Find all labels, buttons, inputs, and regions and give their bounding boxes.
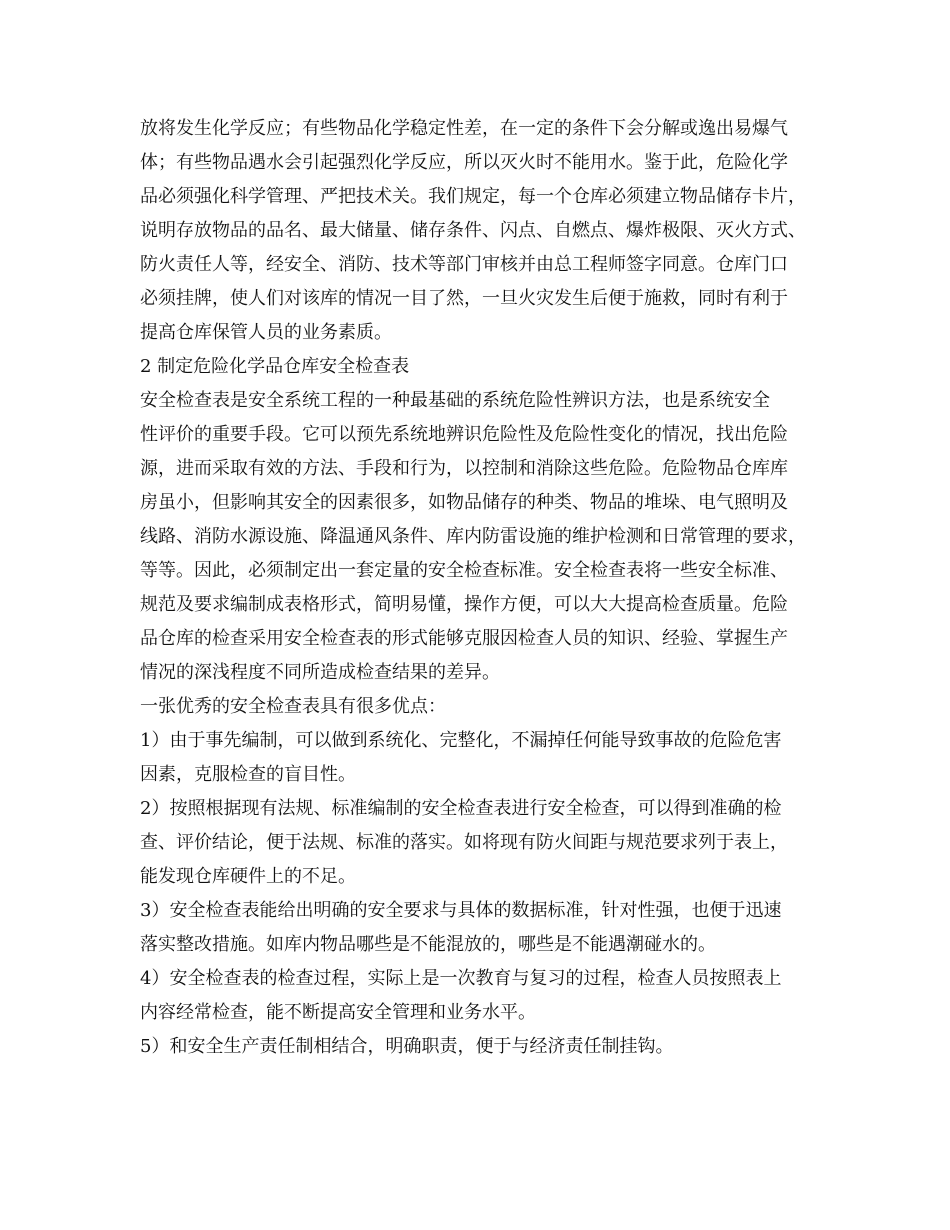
text-line: 性评价的重要手段。它可以预先系统地辨识危险性及危险性变化的情况，找出危险 bbox=[140, 424, 788, 445]
text-line: 防火责任人等，经安全、消防、技术等部门审核并由总工程师签字同意。仓库门口 bbox=[140, 254, 788, 275]
list-item: 1）由于事先编制，可以做到系统化、完整化，不漏掉任何能导致事故的危险危害 bbox=[140, 730, 782, 751]
text-line: 安全检查表是安全系统工程的一种最基础的系统危险性辨识方法，也是系统安全 bbox=[140, 390, 770, 411]
list-item-continuation: 查、评价结论，便于法规、标准的落实。如将现有防火间距与规范要求列于表上， bbox=[140, 832, 788, 853]
text-line: 线路、消防水源设施、降温通风条件、库内防雷设施的维护检测和日常管理的要求， bbox=[140, 526, 806, 547]
document-body bbox=[140, 112, 812, 1064]
list-item-continuation: 能发现仓库硬件上的不足。 bbox=[140, 866, 356, 887]
list-item: 5）和安全生产责任制相结合，明确职责，便于与经济责任制挂钩。 bbox=[140, 1036, 674, 1057]
text-line: 情况的深浅程度不同所造成检查结果的差异。 bbox=[140, 662, 500, 683]
text-line: 必须挂牌，使人们对该库的情况一目了然，一旦火灾发生后便于施救，同时有利于 bbox=[140, 288, 788, 309]
text-line: 等等。因此，必须制定出一套定量的安全检查标准。安全检查表将一些安全标准、 bbox=[140, 560, 788, 581]
list-item: 3）安全检查表能给出明确的安全要求与具体的数据标准，针对性强，也便于迅速 bbox=[140, 900, 782, 921]
list-item-continuation: 落实整改措施。如库内物品哪些是不能混放的，哪些是不能遇潮碰水的。 bbox=[140, 934, 716, 955]
list-item-continuation: 内容经常检查，能不断提高安全管理和业务水平。 bbox=[140, 1002, 536, 1023]
text-line: 规范及要求编制成表格形式，简明易懂，操作方便，可以大大提高检查质量。危险 bbox=[140, 594, 788, 615]
text-line: 品必须强化科学管理、严把技术关。我们规定，每一个仓库必须建立物品储存卡片， bbox=[140, 186, 806, 207]
text-line: 一张优秀的安全检查表具有很多优点： bbox=[140, 696, 446, 717]
text-line: 房虽小，但影响其安全的因素很多，如物品储存的种类、物品的堆垛、电气照明及 bbox=[140, 492, 788, 513]
text-line: 品仓库的检查采用安全检查表的形式能够克服因检查人员的知识、经验、掌握生产 bbox=[140, 628, 788, 649]
text-line: 放将发生化学反应；有些物品化学稳定性差，在一定的条件下会分解或逸出易爆气 bbox=[140, 118, 788, 139]
list-item-continuation: 因素，克服检查的盲目性。 bbox=[140, 764, 356, 785]
list-item: 4）安全检查表的检查过程，实际上是一次教育与复习的过程，检查人员按照表上 bbox=[140, 968, 782, 989]
list-item: 2）按照根据现有法规、标准编制的安全检查表进行安全检查，可以得到准确的检 bbox=[140, 798, 782, 819]
text-line: 提高仓库保管人员的业务素质。 bbox=[140, 322, 392, 343]
text-line: 源，进而采取有效的方法、手段和行为，以控制和消除这些危险。危险物品仓库库 bbox=[140, 458, 788, 479]
section-heading: 2 制定危险化学品仓库安全检查表 bbox=[140, 356, 410, 377]
text-line: 说明存放物品的品名、最大储量、储存条件、闪点、自燃点、爆炸极限、灭火方式、 bbox=[140, 220, 806, 241]
text-line: 体；有些物品遇水会引起强烈化学反应，所以灭火时不能用水。鉴于此，危险化学 bbox=[140, 152, 788, 173]
